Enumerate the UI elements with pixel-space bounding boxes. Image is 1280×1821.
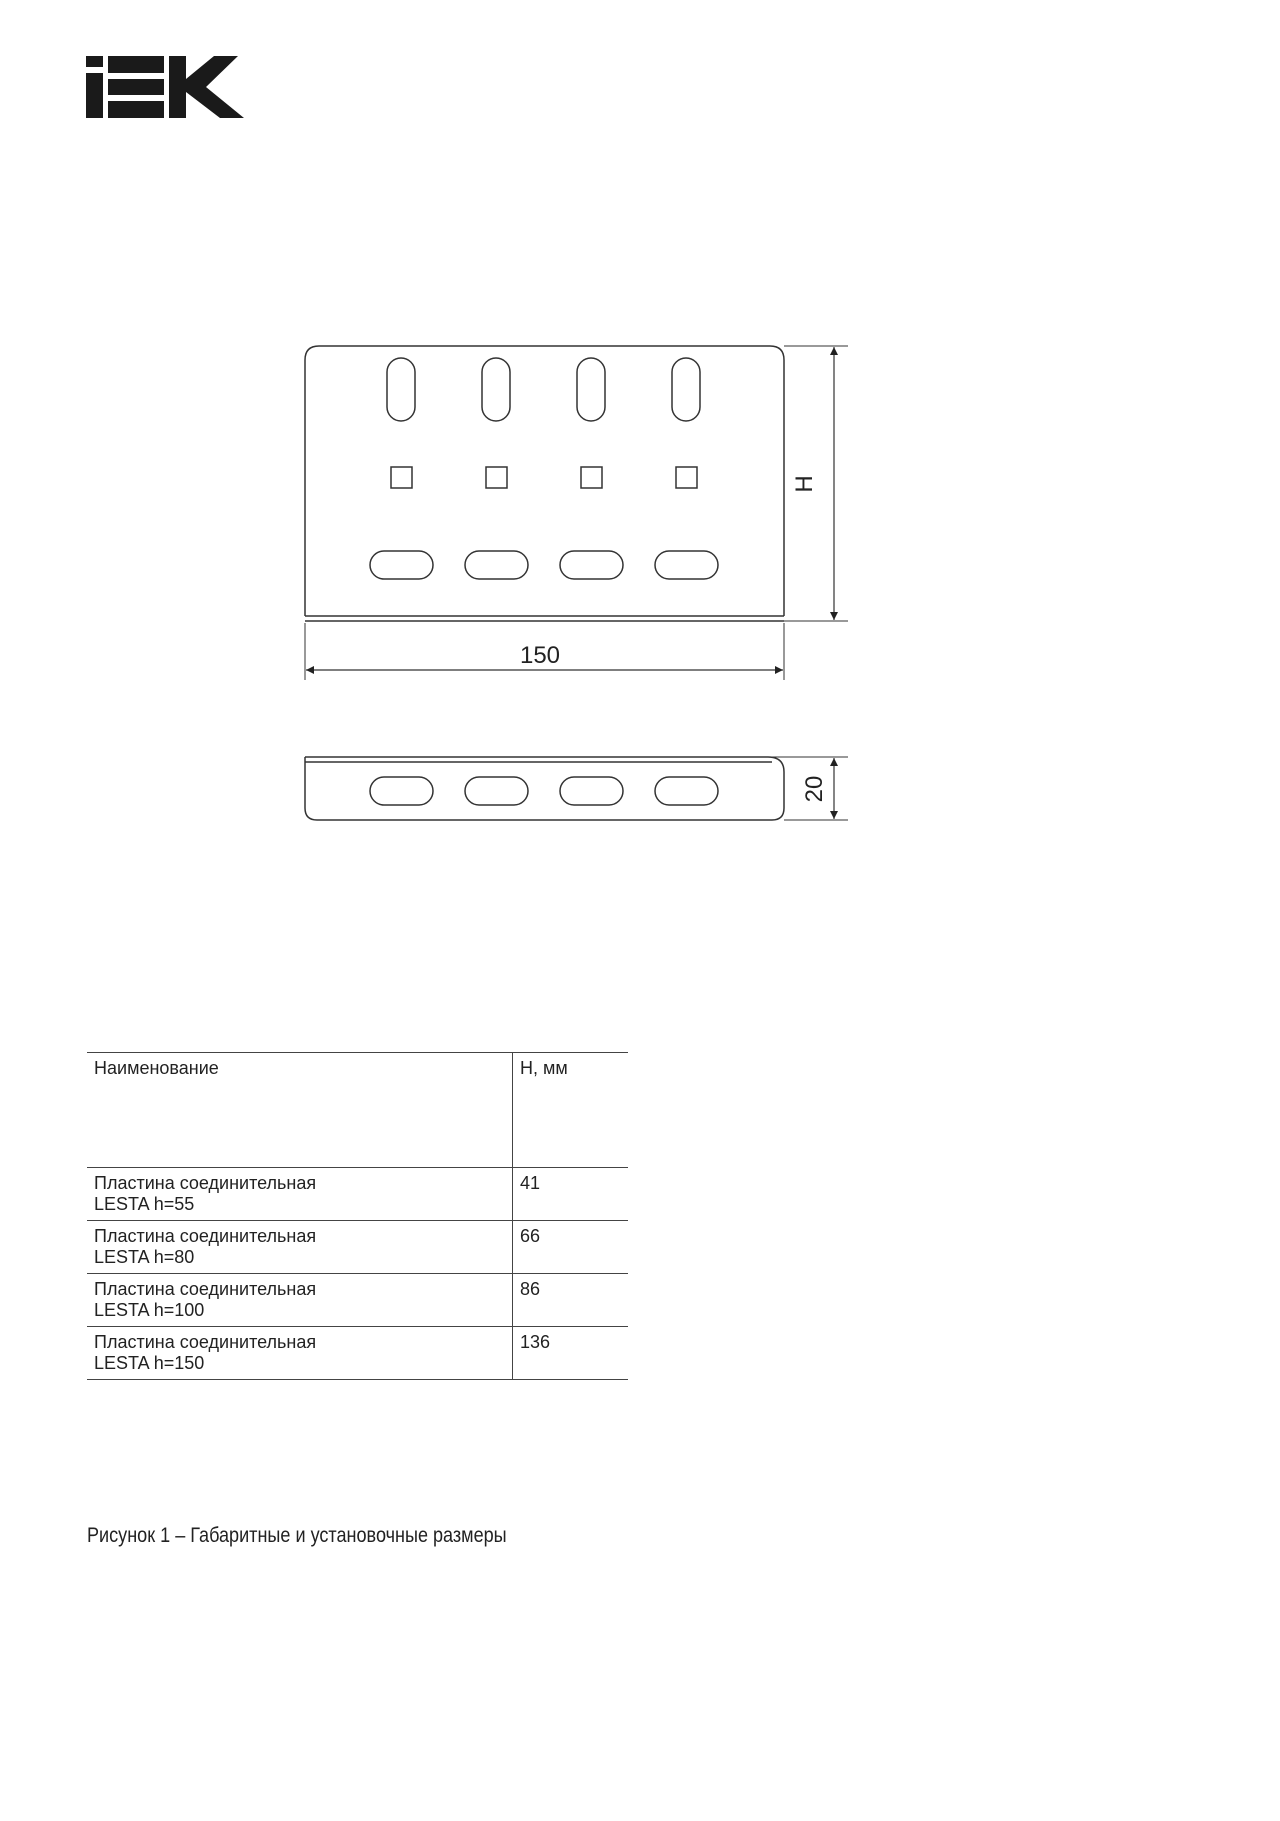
horizontal-slot — [465, 777, 528, 805]
depth-dimension-label: 20 — [801, 775, 828, 803]
horizontal-slot — [655, 777, 718, 805]
width-dimension-label: 150 — [519, 642, 561, 669]
row-name-line1: Пластина соединительная — [94, 1279, 317, 1299]
square-hole — [676, 467, 697, 488]
dimensions-table — [87, 1052, 628, 1380]
row-name-cell — [87, 1221, 513, 1274]
row-h-value: 136 — [513, 1327, 629, 1380]
table-row — [87, 1168, 628, 1221]
row-name-cell — [87, 1274, 513, 1327]
table-row — [87, 1221, 628, 1274]
row-name-line1: Пластина соединительная — [94, 1332, 317, 1352]
square-hole — [581, 467, 602, 488]
table-row — [87, 1274, 628, 1327]
row-h-value: 86 — [513, 1274, 629, 1327]
technical-drawing — [0, 0, 1280, 900]
horizontal-slot — [655, 551, 718, 579]
row-name-cell — [87, 1168, 513, 1221]
row-name-line2: LESTA h=80 — [94, 1247, 195, 1267]
row-name-line1: Пластина соединительная — [94, 1226, 317, 1246]
row-name-line2: LESTA h=150 — [94, 1353, 205, 1373]
horizontal-slot — [370, 777, 433, 805]
vertical-slot — [577, 358, 605, 421]
vertical-slot — [482, 358, 510, 421]
vertical-slot — [672, 358, 700, 421]
header-name: Наименование — [94, 1058, 219, 1078]
row-name-line2: LESTA h=55 — [94, 1194, 195, 1214]
row-name-line1: Пластина соединительная — [94, 1173, 317, 1193]
row-name-line2: LESTA h=100 — [94, 1300, 205, 1320]
height-dimension-label: H — [791, 475, 818, 493]
table-header-row — [87, 1053, 628, 1168]
horizontal-slot — [465, 551, 528, 579]
row-name-cell — [87, 1327, 513, 1380]
figure-caption: Рисунок 1 – Габаритные и установочные размеры — [87, 1524, 507, 1547]
horizontal-slot — [560, 777, 623, 805]
row-h-value: 41 — [513, 1168, 629, 1221]
horizontal-slot — [370, 551, 433, 579]
table-row — [87, 1327, 628, 1380]
horizontal-slot — [560, 551, 623, 579]
plate-bottom-outline — [305, 757, 784, 820]
square-hole — [486, 467, 507, 488]
square-hole — [391, 467, 412, 488]
row-h-value: 66 — [513, 1221, 629, 1274]
header-h: H, мм — [513, 1053, 629, 1168]
vertical-slot — [387, 358, 415, 421]
